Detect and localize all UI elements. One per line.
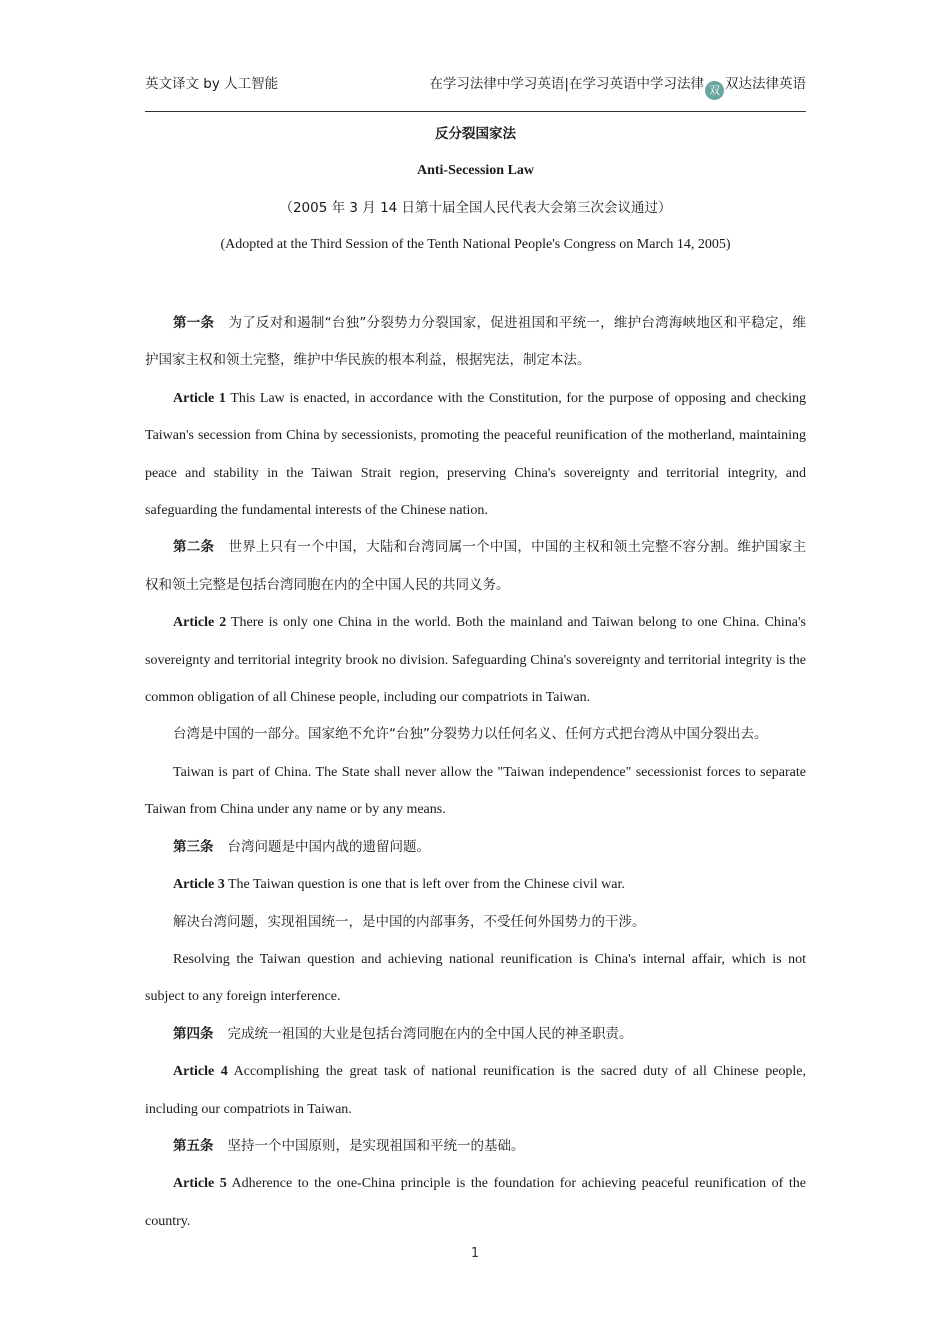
article-text: 完成统一祖国的大业是包括台湾同胞在内的全中国人民的神圣职责。 [227,1025,633,1042]
article-label: Article 1 [173,390,226,406]
article-2-chinese-para-2: 台湾是中国的一部分。国家绝不允许“台独”分裂势力以任何名义、任何方式把台湾从中国分裂出去。 [173,726,768,743]
article-label: Article 4 [173,1064,228,1080]
page-header [145,68,806,96]
article-1-english [145,380,806,530]
article-label: 第二条 [173,539,215,556]
article-1-chinese [145,305,806,380]
article-text: 世界上只有一个中国，大陆和台湾同属一个中国，中国的主权和领土完整不容分割。维护国家主权和领土完整是包括台湾同胞在内的全中国人民的共同义务。 [145,539,807,593]
article-4-chinese [145,1016,806,1053]
article-2-chinese [145,529,806,604]
article-3-english [145,866,806,903]
article-text: There is only one China in the world. Both the mainland and Taiwan belong to one China. China's sovereignty and territorial integrity brook no division. Safeguarding China's sovereignty and territorial integrity is the common obligation of all Chinese people, including our compatriots in Taiwan. [145,615,806,706]
page-number: 1 [470,1246,480,1261]
article-2-english-para-2: Taiwan is part of China. The State shall never allow the "Taiwan independence" secessionist forces to separate Taiwan from China under any name or by any means. [145,764,806,818]
title-english: Anti-Secession Law [416,163,535,178]
header-slogan: 在学习法律中学习英语|在学习英语中学习法律 [429,76,704,92]
brand-logo-icon: 双 [705,81,724,100]
article-label: Article 2 [173,615,227,631]
title-chinese: 反分裂国家法 [435,126,516,142]
article-label: 第一条 [173,315,215,331]
article-label: Article 3 [173,877,225,893]
header-divider [145,111,806,112]
adoption-note-chinese: （2005 年 3 月 14 日第十届全国人民代表大会第三次会议通过） [279,200,672,216]
header-brand: 双达法律英语 [725,76,806,92]
article-text: The Taiwan question is one that is left over from the Chinese civil war. [227,877,625,893]
header-left-text: 英文译文 by 人工智能 [145,76,279,92]
article-3-chinese [145,829,806,866]
article-2-english [145,604,806,716]
article-text: 坚持一个中国原则，是实现祖国和平统一的基础。 [227,1137,525,1154]
article-label: Article 5 [173,1176,227,1192]
article-3-chinese-para-2: 解决台湾问题，实现祖国统一，是中国的内部事务，不受任何外国势力的干涉。 [173,913,646,930]
article-label: 第四条 [173,1025,214,1042]
article-3-english-para-2: Resolving the Taiwan question and achieving national reunification is China's internal affair, which is not subject to any foreign interference. [145,951,806,1005]
header-right [429,72,806,100]
article-text: Adherence to the one-China principle is the foundation for achieving peaceful reunification of the country. [145,1176,806,1229]
document-body [145,120,806,1240]
article-5-chinese [145,1128,806,1165]
article-label: 第三条 [173,838,214,855]
article-text: This Law is enacted, in accordance with the Constitution, for the purpose of opposing and checking Taiwan's secession from China by secessionists, promoting the peaceful reunification of the motherland, maintaining peace and stability in the Taiwan Strait region, preserving China's sovereignty and territorial integrity, and safeguarding the fundamental interests of the Chinese nation. [145,390,806,519]
article-label: 第五条 [173,1137,214,1154]
article-text: 台湾问题是中国内战的遗留问题。 [227,838,430,855]
articles [145,305,806,1240]
adoption-note-english: (Adopted at the Third Session of the Tenth National People's Congress on March 14, 2005) [220,237,731,252]
article-text: 为了反对和遏制“台独”分裂势力分裂国家，促进祖国和平统一，维护台湾海峡地区和平稳定，维护国家主权和领土完整，维护中华民族的根本利益，根据宪法，制定本法。 [145,315,806,369]
article-text: Accomplishing the great task of national reunification is the sacred duty of all Chinese people, including our compatriots in Taiwan. [145,1064,807,1117]
article-5-english [145,1165,806,1240]
article-4-english [145,1053,806,1128]
